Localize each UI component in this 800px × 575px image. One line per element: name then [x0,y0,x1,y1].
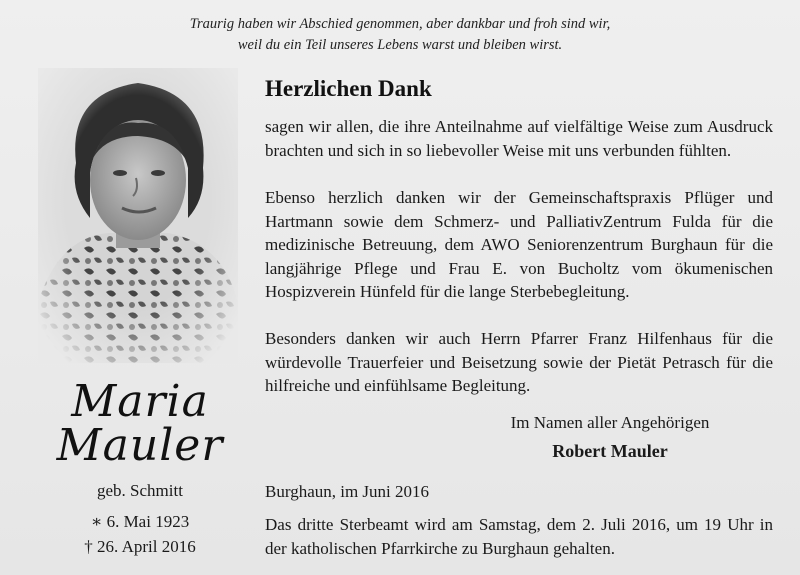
paragraph-3: Besonders danken wir auch Herrn Pfarrer Franz Hilfenhaus für die würdevolle Trauerfeier und Beisetzung sowie der Pietät Petrasch für die hilfreiche und einfühlsame Begleitung. [265,329,773,396]
motto-line-2: weil du ein Teil unseres Lebens warst und bleiben wirst. [237,37,563,53]
motto-line-1: Traurig haben wir Abschied genommen, aber dankbar und froh sind wir, [189,16,611,32]
signer-name: Robert Mauler [552,441,668,461]
paragraph-2: Ebenso herzlich danken wir der Gemeinschaftspraxis Pflüger und Hartmann sowie dem Schmerz- und PalliativZentrum Fulda für die medizinische Betreuung, dem AWO Seniorenzentrum Burghaun für die langjährige Pflege und Frau E. von Bucholtz vom ökumenischen Hospizverein Hünfeld für die lange Sterbebegleitung. [265,188,773,302]
heading: Herzlichen Dank [265,76,432,101]
place-date: Burghaun, im Juni 2016 [265,482,430,501]
deceased-last-name: Mauler [56,420,224,471]
motto [0,14,800,56]
birth-date: ∗ 6. Mai 1923 [90,512,190,531]
service-notice: Das dritte Sterbeamt wird am Samstag, dem 2. Juli 2016, um 19 Uhr in der katholischen Pfarrkirche zu Burghaun gehalten. [265,515,773,558]
maiden-name: geb. Schmitt [97,481,183,500]
portrait-photo [38,68,238,363]
death-date: † 26. April 2016 [84,537,196,556]
paragraph-1: sagen wir allen, die ihre Anteilnahme auf vielfältige Weise zum Ausdruck brachten und sich in so liebevoller Weise mit uns verbunden fühlten. [265,117,773,160]
closing-line: Im Namen aller Angehörigen [510,413,710,432]
deceased-first-name: Maria [71,376,209,427]
